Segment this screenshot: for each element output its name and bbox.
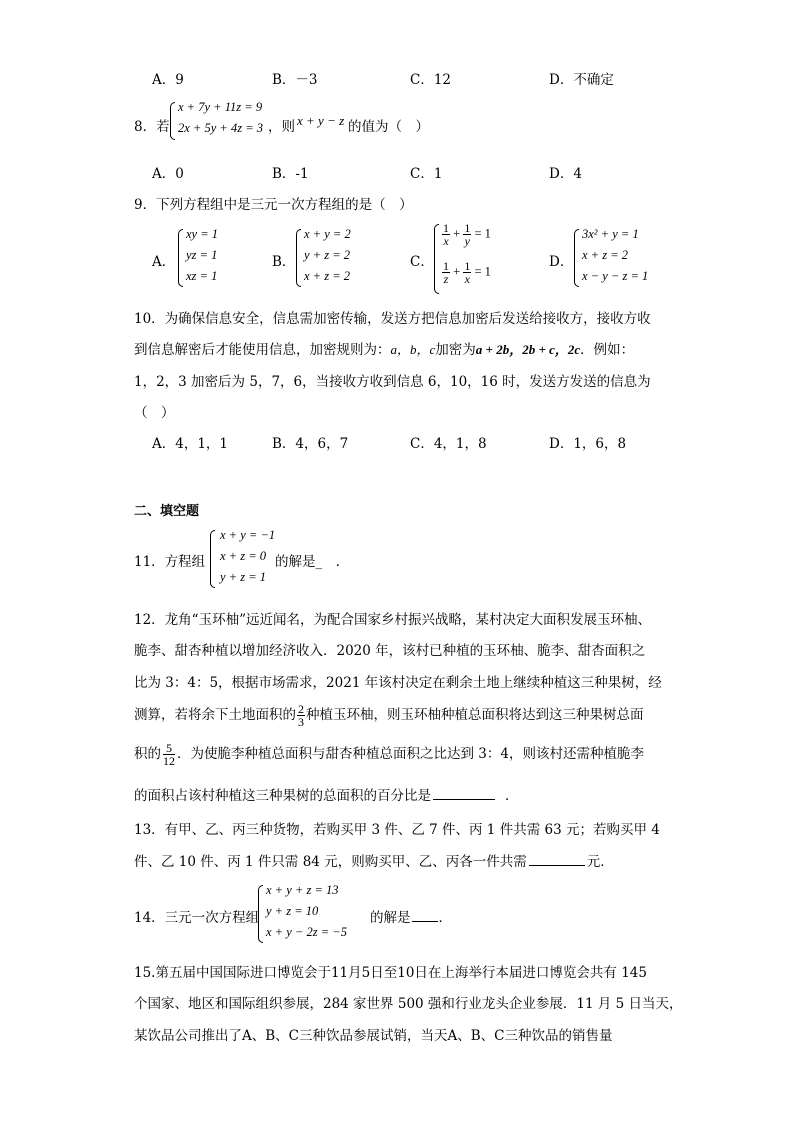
q8-option-d: D．4 bbox=[549, 166, 582, 182]
q9-brace-d bbox=[574, 229, 579, 287]
q8-mid: ，则 bbox=[268, 119, 295, 135]
q13-line2: 件、乙 10 件、丙 1 件只需 84 元，则购买甲、乙、丙各一件共需 元． bbox=[134, 854, 614, 870]
q8-expr: x + y − z bbox=[297, 113, 345, 128]
q9-a-eq2: yz = 1 bbox=[186, 248, 218, 262]
q12-line2: 脆李、甜杏种植以增加经济收入．2020 年，该村已种植的玉环柚、脆李、甜杏面积之 bbox=[134, 643, 646, 659]
q14-suffix: 的解是 ． bbox=[370, 910, 452, 926]
q9-brace-c bbox=[434, 224, 439, 294]
q11-suffix: 的解是_ ． bbox=[275, 554, 350, 570]
q9-a-eq1: xy = 1 bbox=[186, 227, 219, 241]
q14-brace bbox=[258, 885, 263, 943]
q10-option-d: D．1，6，8 bbox=[549, 436, 627, 452]
q9-d-eq2: x + z = 2 bbox=[582, 248, 629, 262]
q9-system-c bbox=[434, 222, 514, 296]
q8-system bbox=[170, 100, 280, 142]
q8-option-b: B．-1 bbox=[272, 166, 309, 182]
q11-eq1: x + y = −1 bbox=[220, 528, 276, 542]
q10-line1: 10．为确保信息安全，信息需加密传输，发送方把信息加密后发送给接收方，接收方收 bbox=[134, 311, 651, 327]
q8-option-c: C．1 bbox=[410, 166, 443, 182]
q9-b-eq1: x + y = 2 bbox=[304, 227, 351, 241]
q8-option-a: A．0 bbox=[152, 166, 184, 182]
q10-option-c: C．4，1，8 bbox=[410, 436, 487, 452]
q12-fraction-five-twelfths: $\frac{5}{12}$ bbox=[163, 741, 175, 768]
q9-brace-b bbox=[296, 229, 301, 287]
q9-system-b bbox=[296, 227, 376, 289]
q8-eq1: x + 7y + 11z = 9 bbox=[178, 100, 263, 114]
q11-prefix: 11．方程组 bbox=[134, 554, 206, 570]
q9-b-eq3: x + z = 2 bbox=[304, 269, 351, 283]
q9-label-c: C． bbox=[410, 254, 434, 270]
q10-option-b: B．4，6，7 bbox=[272, 436, 349, 452]
q12-line6: 的面积占该村种植这三种果树的总面积的百分比是 ． bbox=[134, 788, 519, 804]
q11-system bbox=[210, 528, 280, 590]
q7-option-d: D．不确定 bbox=[549, 72, 614, 88]
q15-line3: 某饮品公司推出了A、B、C三种饮品参展试销，当天A、B、C三种饮品的销售量 bbox=[134, 1028, 613, 1044]
q9-a-eq3: xz = 1 bbox=[186, 269, 218, 283]
q9-label-a: A． bbox=[152, 254, 176, 270]
q7-option-a: A．9 bbox=[152, 72, 184, 88]
q9-c-eq1: $\frac{1}{x}$ + $\frac{1}{y}$ = 1 bbox=[443, 221, 491, 248]
q9-system-a bbox=[178, 227, 248, 289]
q11-eq3: y + z = 1 bbox=[220, 570, 267, 584]
section-title-fill-in: 二、填空题 bbox=[134, 504, 200, 519]
q15-line1: 15.第五届中国国际进口博览会于11月5日至10日在上海举行本届进口博览会共有 145 bbox=[134, 965, 647, 981]
q9-label-d: D． bbox=[549, 254, 574, 270]
q8-prefix: 8．若 bbox=[134, 119, 170, 135]
q10-line3: 1，2，3 加密后为 5，7，6，当接收方收到信息 6，10，16 时，发送方发送的信息为 bbox=[134, 374, 651, 390]
q8-eq2: 2x + 5y + 4z = 3 bbox=[178, 121, 264, 135]
q10-line4: （ ） bbox=[134, 405, 175, 421]
q12-line3: 比为 3：4：5，根据市场需求，2021 年该村决定在剩余土地上继续种植这三种果树，经 bbox=[134, 675, 662, 691]
q9-brace-a bbox=[178, 229, 183, 287]
q12-answer-blank[interactable] bbox=[433, 799, 495, 800]
q14-system bbox=[258, 883, 353, 945]
q14-eq2: y + z = 10 bbox=[266, 904, 319, 918]
q13-line1: 13．有甲、乙、丙三种货物，若购买甲 3 件、乙 7 件、丙 1 件共需 63 元；若购买甲 4 bbox=[134, 822, 660, 838]
q9-system-d bbox=[574, 227, 674, 289]
q14-eq3: x + y − 2z = −5 bbox=[266, 925, 347, 939]
q11-eq2: x + z = 0 bbox=[220, 549, 267, 563]
q9-stem: 9．下列方程组中是三元一次方程组的是（ ） bbox=[134, 197, 413, 213]
q12-line4: 测算，若将余下土地面积的 $\frac{2}{3}$ 种植玉环柚，则玉环柚种植总面积将达到这三种果树总面 bbox=[134, 702, 644, 729]
q7-option-c: C．12 bbox=[410, 72, 452, 88]
q13-answer-blank[interactable] bbox=[529, 865, 585, 866]
q10-option-a: A．4，1，1 bbox=[152, 436, 229, 452]
q12-line1: 12．龙角“玉环柚”远近闻名，为配合国家乡村振兴战略，某村决定大面积发展玉环柚、 bbox=[134, 612, 651, 628]
q8-suffix: 的值为（ ） bbox=[348, 119, 429, 135]
q9-label-b: B． bbox=[272, 254, 296, 270]
q9-c-eq2: $\frac{1}{z}$ + $\frac{1}{x}$ = 1 bbox=[443, 259, 491, 286]
q9-d-eq1: 3x² + y = 1 bbox=[582, 227, 639, 241]
q7-option-b: B．－3 bbox=[272, 72, 318, 88]
q12-line5: 积的 $\frac{5}{12}$ ．为使脆李种植总面积与甜杏种植总面积之比达到 3：4，则该村还需种植脆李 bbox=[134, 741, 644, 768]
q14-answer-blank[interactable] bbox=[412, 921, 438, 922]
q9-d-eq3: x − y − z = 1 bbox=[582, 269, 649, 283]
q12-fraction-two-thirds: $\frac{2}{3}$ bbox=[298, 702, 304, 729]
q11-brace bbox=[210, 530, 215, 588]
q8-brace bbox=[170, 102, 175, 140]
q15-line2: 个国家、地区和国际组织参展，284 家世界 500 强和行业龙头企业参展．11 月 5 日当天， bbox=[134, 996, 683, 1012]
q9-b-eq2: y + z = 2 bbox=[304, 248, 351, 262]
q10-line2: 到信息解密后才能使用信息，加密规则为：a，b，c加密为a + 2b，2b + c，2c．例如： bbox=[134, 342, 635, 358]
q14-prefix: 14．三元一次方程组 bbox=[134, 910, 260, 926]
q14-eq1: x + y + z = 13 bbox=[266, 883, 339, 897]
